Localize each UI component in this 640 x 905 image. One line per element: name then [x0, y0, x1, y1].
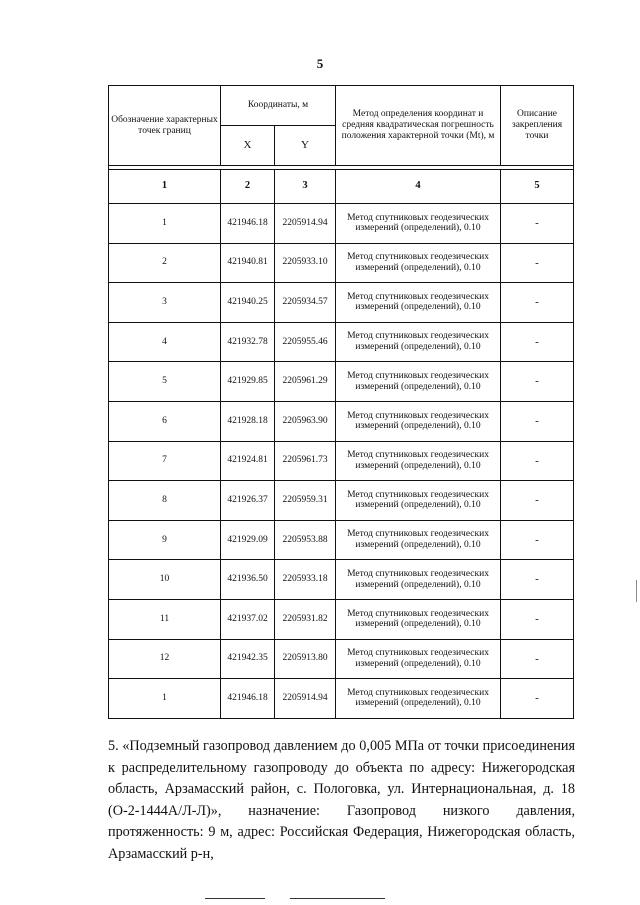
point-number-cell: 5	[109, 362, 221, 402]
x-coordinate-cell: 421940.81	[221, 243, 275, 283]
x-coordinate-cell: 421942.35	[221, 639, 275, 679]
method-cell: Метод спутниковых геодезических измерений (определений), 0.10	[336, 362, 501, 402]
description-cell: -	[501, 204, 574, 244]
y-coordinate-cell: 2205955.46	[275, 322, 336, 362]
x-coordinate-cell: 421940.25	[221, 283, 275, 323]
method-cell: Метод спутниковых геодезических измерений (определений), 0.10	[336, 283, 501, 323]
description-cell: -	[501, 481, 574, 521]
point-number-cell: 3	[109, 283, 221, 323]
y-coordinate-cell: 2205914.94	[275, 679, 336, 719]
paragraph-text: 5. «Подземный газопровод давлением до 0,005 МПа от точки присоединения к распределительному газопроводу до объекта по адресу: Нижегородская область, Арзамасский район, с. Пологовка, ул. Интернациональная, д. 18 (О-2-1444А/Л-Л)», назначение: Газопровод низкого давления, протяженность: 9 м, адрес: Российская Федерация, Нижегородская область, Арзамасский р-н,	[108, 738, 575, 862]
method-cell: Метод спутниковых геодезических измерений (определений), 0.10	[336, 481, 501, 521]
table-row	[109, 441, 574, 481]
y-coordinate-cell: 2205914.94	[275, 204, 336, 244]
description-cell: -	[501, 560, 574, 600]
description-cell: -	[501, 599, 574, 639]
y-coordinate-cell: 2205961.29	[275, 362, 336, 402]
point-number-cell: 9	[109, 520, 221, 560]
x-coordinate-cell: 421936.50	[221, 560, 275, 600]
header-method: Метод определения координат и средняя квадратическая погрешность положения характерной точки (Mt), м	[336, 86, 501, 166]
method-cell: Метод спутниковых геодезических измерений (определений), 0.10	[336, 679, 501, 719]
table-row	[109, 560, 574, 600]
method-cell: Метод спутниковых геодезических измерений (определений), 0.10	[336, 243, 501, 283]
y-coordinate-cell: 2205953.88	[275, 520, 336, 560]
description-cell: -	[501, 243, 574, 283]
column-number: 3	[275, 170, 336, 204]
y-coordinate-cell: 2205931.82	[275, 599, 336, 639]
x-coordinate-cell: 421932.78	[221, 322, 275, 362]
x-coordinate-cell: 421946.18	[221, 679, 275, 719]
y-coordinate-cell: 2205933.18	[275, 560, 336, 600]
point-number-cell: 2	[109, 243, 221, 283]
margin-mark	[636, 580, 637, 602]
table-row	[109, 520, 574, 560]
header-description: Описание закрепления точки	[501, 86, 574, 166]
description-cell: -	[501, 362, 574, 402]
point-number-cell: 10	[109, 560, 221, 600]
point-number-cell: 11	[109, 599, 221, 639]
column-number: 1	[109, 170, 221, 204]
description-cell: -	[501, 283, 574, 323]
method-cell: Метод спутниковых геодезических измерений (определений), 0.10	[336, 441, 501, 481]
method-cell: Метод спутниковых геодезических измерений (определений), 0.10	[336, 599, 501, 639]
description-cell: -	[501, 441, 574, 481]
column-number: 2	[221, 170, 275, 204]
page-number: 5	[316, 56, 324, 71]
column-numbers-row	[109, 170, 574, 204]
method-cell: Метод спутниковых геодезических измерений (определений), 0.10	[336, 401, 501, 441]
footer-line	[205, 898, 265, 899]
description-cell: -	[501, 679, 574, 719]
x-coordinate-cell: 421926.37	[221, 481, 275, 521]
table-row	[109, 322, 574, 362]
paragraph-5	[108, 736, 575, 866]
footer-line	[290, 898, 385, 899]
point-number-cell: 7	[109, 441, 221, 481]
header-y: Y	[275, 126, 336, 166]
point-number-cell: 4	[109, 322, 221, 362]
x-coordinate-cell: 421924.81	[221, 441, 275, 481]
method-cell: Метод спутниковых геодезических измерений (определений), 0.10	[336, 204, 501, 244]
description-cell: -	[501, 401, 574, 441]
method-cell: Метод спутниковых геодезических измерений (определений), 0.10	[336, 639, 501, 679]
method-cell: Метод спутниковых геодезических измерений (определений), 0.10	[336, 322, 501, 362]
y-coordinate-cell: 2205963.90	[275, 401, 336, 441]
x-coordinate-cell: 421929.85	[221, 362, 275, 402]
method-cell: Метод спутниковых геодезических измерений (определений), 0.10	[336, 560, 501, 600]
x-coordinate-cell: 421937.02	[221, 599, 275, 639]
point-number-cell: 12	[109, 639, 221, 679]
table-row	[109, 204, 574, 244]
y-coordinate-cell: 2205933.10	[275, 243, 336, 283]
y-coordinate-cell: 2205913.80	[275, 639, 336, 679]
column-number: 5	[501, 170, 574, 204]
table-row	[109, 679, 574, 719]
method-cell: Метод спутниковых геодезических измерений (определений), 0.10	[336, 520, 501, 560]
description-cell: -	[501, 639, 574, 679]
description-cell: -	[501, 322, 574, 362]
table-row	[109, 639, 574, 679]
y-coordinate-cell: 2205959.31	[275, 481, 336, 521]
point-number-cell: 6	[109, 401, 221, 441]
header-designation: Обозначение характерных точек границ	[109, 86, 221, 166]
table-row	[109, 243, 574, 283]
table-row	[109, 362, 574, 402]
y-coordinate-cell: 2205961.73	[275, 441, 336, 481]
header-coordinates: Координаты, м	[221, 86, 336, 126]
point-number-cell: 8	[109, 481, 221, 521]
boundary-points-table	[108, 85, 574, 719]
header-x: X	[221, 126, 275, 166]
table-row	[109, 599, 574, 639]
y-coordinate-cell: 2205934.57	[275, 283, 336, 323]
description-cell: -	[501, 520, 574, 560]
point-number-cell: 1	[109, 679, 221, 719]
column-number: 4	[336, 170, 501, 204]
point-number-cell: 1	[109, 204, 221, 244]
x-coordinate-cell: 421928.18	[221, 401, 275, 441]
table-row	[109, 283, 574, 323]
table-row	[109, 401, 574, 441]
x-coordinate-cell: 421946.18	[221, 204, 275, 244]
table-row	[109, 481, 574, 521]
x-coordinate-cell: 421929.09	[221, 520, 275, 560]
